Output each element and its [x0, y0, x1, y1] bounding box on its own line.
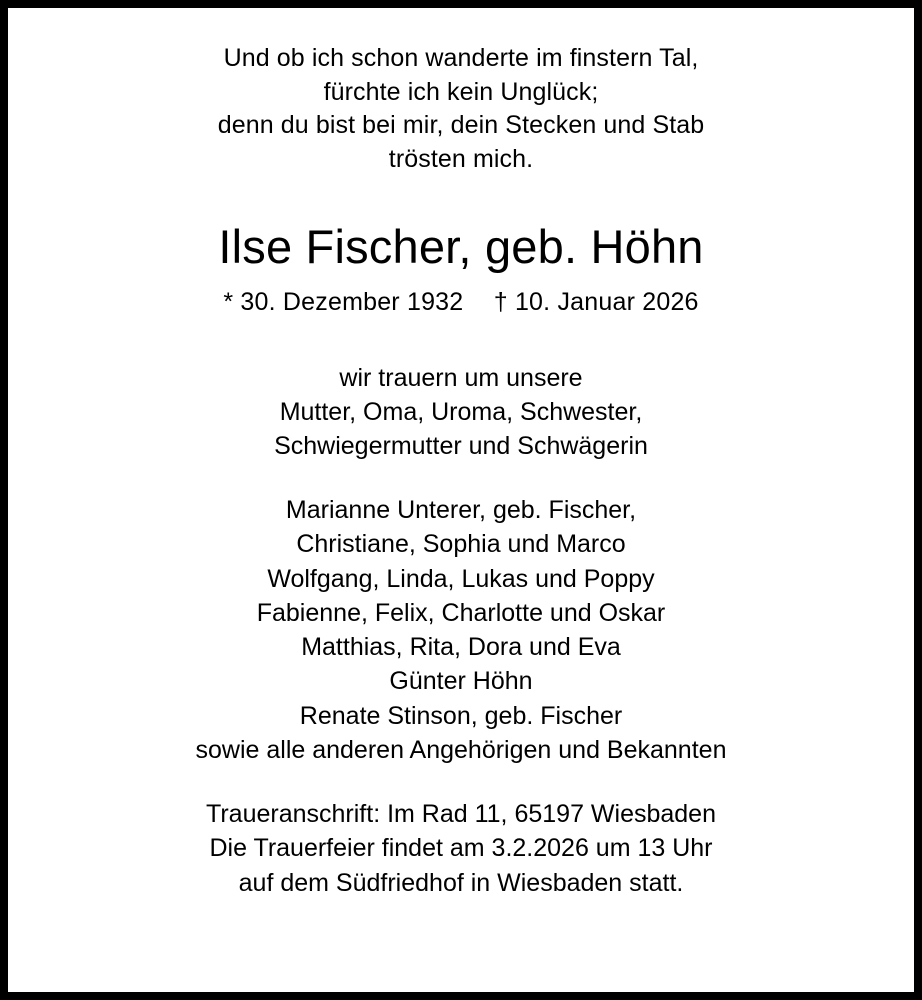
- birth-date: * 30. Dezember 1932: [223, 288, 464, 317]
- mourning-intro-line-1: wir trauern um unsere: [339, 364, 583, 393]
- family-line-2: Christiane, Sophia und Marco: [296, 530, 626, 559]
- verse-line-1: Und ob ich schon wanderte im finstern Tal,: [223, 44, 699, 72]
- verse-line-2: fürchte ich kein Unglück;: [323, 77, 599, 106]
- funeral-location: auf dem Südfriedhof in Wiesbaden statt.: [238, 868, 684, 897]
- verse-line-4: trösten mich.: [388, 144, 534, 173]
- verse-line-3: denn du bist bei mir, dein Stecken und Stab: [217, 111, 705, 139]
- family-line-5: Matthias, Rita, Dora und Eva: [301, 633, 621, 662]
- funeral-details-block: [48, 797, 874, 900]
- family-line-1: Marianne Unterer, geb. Fischer,: [285, 496, 637, 525]
- death-date: † 10. Januar 2026: [493, 288, 699, 317]
- notice-inner-frame: [6, 6, 916, 994]
- family-names-block: [48, 493, 874, 767]
- mourning-intro-block: [48, 361, 874, 463]
- mourning-intro-line-2: Mutter, Oma, Uroma, Schwester,: [279, 398, 643, 427]
- verse-block: [48, 42, 874, 176]
- deceased-name: Ilse Fischer, geb. Höhn: [218, 220, 704, 273]
- life-dates: [48, 288, 874, 317]
- family-line-7: Renate Stinson, geb. Fischer: [299, 701, 623, 730]
- family-line-3: Wolfgang, Linda, Lukas und Poppy: [267, 564, 655, 593]
- family-line-8: sowie alle anderen Angehörigen und Bekannten: [195, 735, 727, 764]
- mourning-address: Traueranschrift: Im Rad 11, 65197 Wiesbaden: [206, 800, 716, 829]
- family-line-4: Fabienne, Felix, Charlotte und Oskar: [256, 598, 666, 627]
- mourning-intro-line-3: Schwiegermutter und Schwägerin: [274, 432, 648, 461]
- family-line-6: Günter Höhn: [389, 667, 533, 696]
- funeral-date: Die Trauerfeier findet am 3.2.2026 um 13 Uhr: [209, 834, 713, 863]
